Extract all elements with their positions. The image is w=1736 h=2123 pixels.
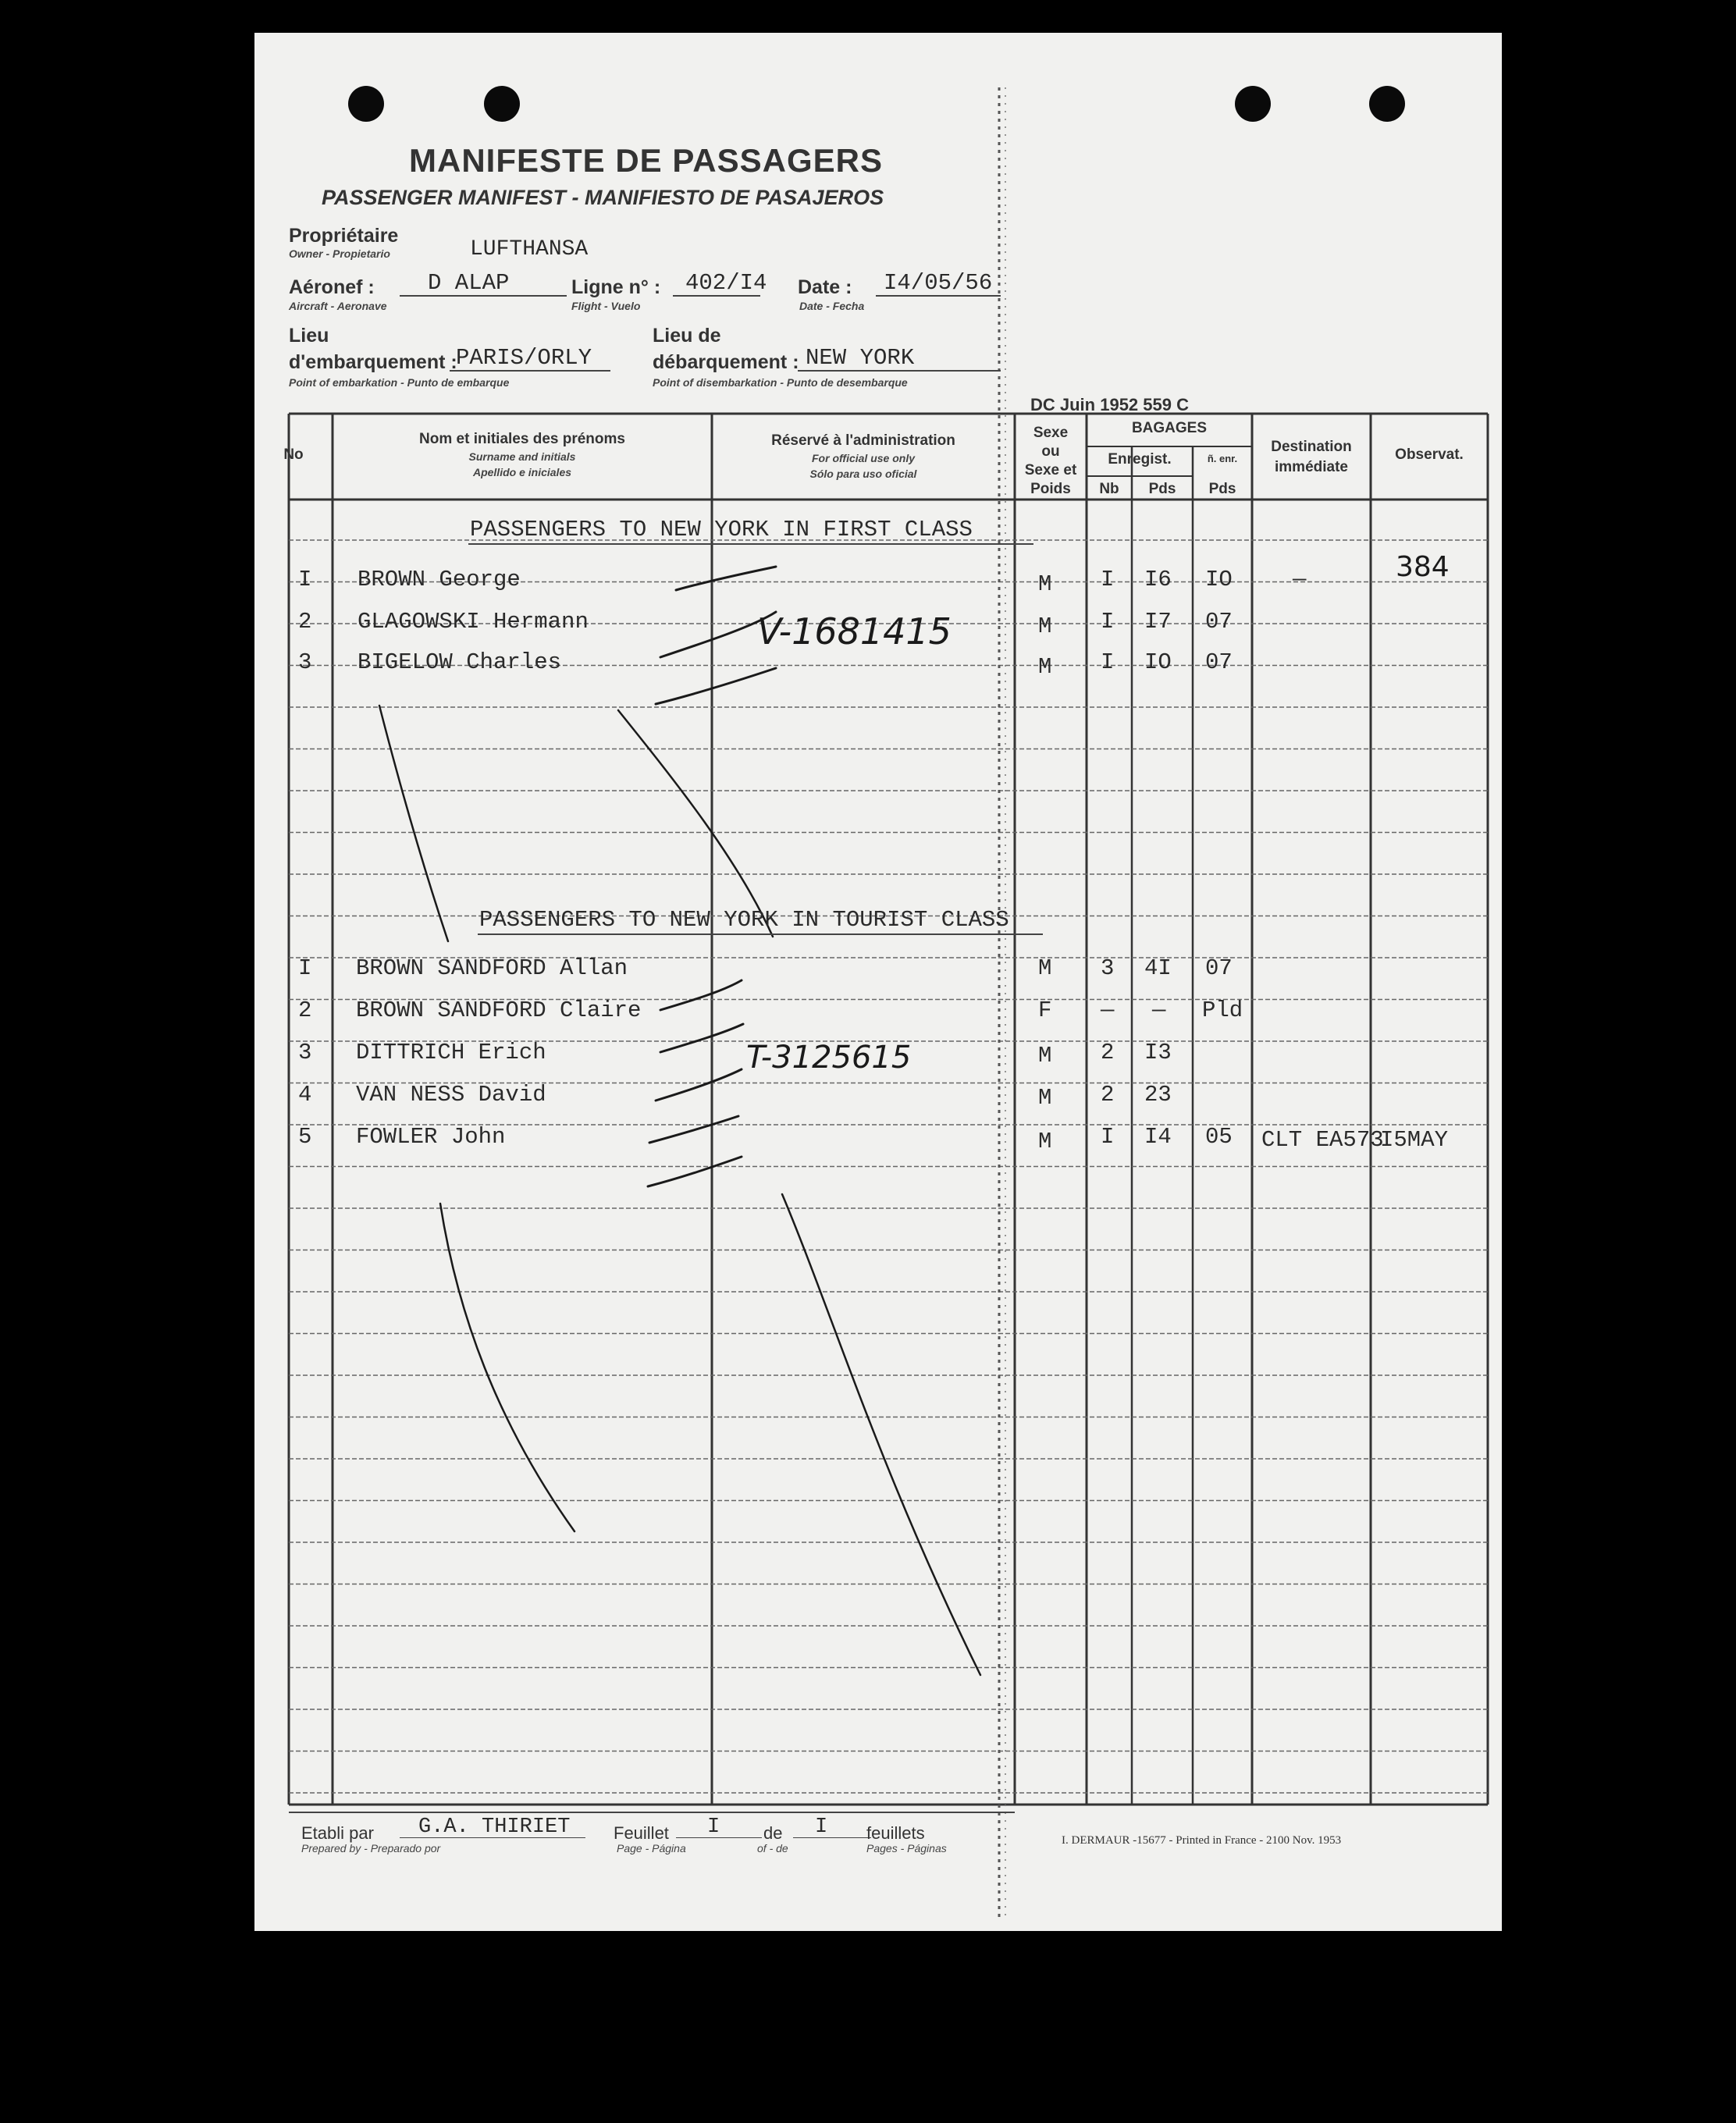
unregistered-weight: 07 — [1205, 609, 1233, 635]
pen-stroke — [649, 1116, 738, 1143]
baggage-count: — — [1101, 997, 1115, 1023]
first-class-heading: PASSENGERS TO NEW YORK IN FIRST CLASS — [470, 517, 973, 542]
row-number: 2 — [298, 609, 312, 635]
baggage-count: I — [1101, 649, 1115, 675]
disembark-sublabel: Point of disembarkation - Punto de desembarque — [653, 376, 908, 389]
date-sublabel: Date - Fecha — [799, 300, 865, 312]
baggage-weight: 4I — [1144, 955, 1172, 981]
pen-stroke — [656, 1069, 742, 1101]
unregistered-weight: Pld — [1202, 997, 1243, 1023]
col-admin-sub2: Sólo para uso oficial — [809, 468, 917, 480]
col-pds2: Pds — [1208, 481, 1236, 497]
of-value: I — [815, 1815, 828, 1839]
sex: M — [1038, 1085, 1052, 1111]
col-unregistered: ñ. enr. — [1207, 453, 1238, 464]
form-code: DC Juin 1952 559 C — [1030, 395, 1189, 414]
baggage-count: I — [1101, 1124, 1115, 1150]
baggage-count: 2 — [1101, 1040, 1115, 1065]
observation: 384 — [1396, 551, 1450, 583]
baggage-weight: I7 — [1144, 609, 1172, 635]
col-sex-3: Sexe et — [1024, 462, 1077, 478]
flight-label: Ligne n° : — [571, 276, 661, 298]
row-number: 4 — [298, 1082, 312, 1108]
tourist-class-heading: PASSENGERS TO NEW YORK IN TOURIST CLASS — [479, 907, 1009, 933]
col-nb: Nb — [1099, 481, 1119, 497]
passenger-name: DITTRICH Erich — [356, 1040, 546, 1065]
row-number: 3 — [298, 649, 312, 675]
col-sex-1: Sexe — [1033, 425, 1069, 441]
col-registered: Enregist. — [1108, 451, 1172, 468]
passenger-name: BROWN George — [358, 567, 521, 592]
baggage-weight: I3 — [1144, 1040, 1172, 1065]
sheet-sublabel: Page - Página — [617, 1842, 686, 1855]
destination: — — [1293, 567, 1307, 592]
baggage-count: 3 — [1101, 955, 1115, 981]
sheet-label: Feuillet — [614, 1823, 669, 1843]
embark-label-line1: Lieu — [289, 325, 329, 347]
col-admin-sub1: For official use only — [812, 452, 915, 464]
table-grid — [254, 33, 1502, 1931]
destination: CLT EA573 — [1261, 1127, 1384, 1153]
sex: M — [1038, 1129, 1052, 1154]
baggage-weight: 23 — [1144, 1082, 1172, 1108]
passenger-name: BROWN SANDFORD Allan — [356, 955, 628, 981]
embark-sublabel: Point of embarkation - Punto de embarque — [289, 376, 510, 389]
passenger-name: GLAGOWSKI Hermann — [358, 609, 589, 635]
row-number: 5 — [298, 1124, 312, 1150]
row-number: I — [298, 955, 312, 981]
baggage-count: I — [1101, 567, 1115, 592]
col-name: Nom et initiales des prénoms — [419, 431, 625, 447]
pen-stroke — [676, 567, 776, 590]
row-number: 3 — [298, 1040, 312, 1065]
printer-imprint: I. DERMAUR -15677 - Printed in France - 2100 Nov. 1953 — [1062, 1834, 1342, 1847]
col-name-sub2: Apellido e iniciales — [472, 466, 572, 478]
sex: M — [1038, 613, 1052, 639]
baggage-count: 2 — [1101, 1082, 1115, 1108]
row-number: I — [298, 567, 312, 592]
unregistered-weight: 05 — [1205, 1124, 1233, 1150]
col-observ: Observat. — [1395, 446, 1464, 463]
col-admin: Réservé à l'administration — [771, 432, 955, 449]
form-subtitle: PASSENGER MANIFEST - MANIFIESTO DE PASAJEROS — [322, 186, 884, 209]
flight-value: 402/I4 — [685, 270, 767, 296]
col-sex-4: Poids — [1030, 481, 1071, 497]
sex: F — [1038, 997, 1052, 1023]
admin-note-first-class: V-1681415 — [757, 610, 952, 653]
prepared-by-label: Etabli par — [301, 1823, 374, 1843]
baggage-count: I — [1101, 609, 1115, 635]
disembark-label-line2: débarquement : — [653, 351, 799, 373]
of-label: de — [763, 1823, 783, 1843]
pen-stroke — [379, 706, 448, 941]
owner-value: LUFTHANSA — [470, 237, 589, 261]
unregistered-weight: IO — [1205, 567, 1233, 592]
col-destination-2: immédiate — [1275, 459, 1348, 475]
passenger-name: BIGELOW Charles — [358, 649, 562, 675]
disembark-value: NEW YORK — [806, 345, 915, 371]
flight-sublabel: Flight - Vuelo — [571, 300, 641, 312]
passenger-name: FOWLER John — [356, 1124, 506, 1150]
prepared-by-sublabel: Prepared by - Preparado por — [301, 1842, 441, 1855]
admin-note-tourist-class: T-3125615 — [746, 1040, 912, 1076]
disembark-label-line1: Lieu de — [653, 325, 721, 347]
sex: M — [1038, 1043, 1052, 1069]
col-name-sub1: Surname and initials — [468, 450, 576, 463]
embark-value: PARIS/ORLY — [456, 345, 592, 371]
observation: I5MAY — [1380, 1127, 1449, 1153]
baggage-weight: I4 — [1144, 1124, 1172, 1150]
date-label: Date : — [798, 276, 852, 298]
form-title: MANIFESTE DE PASSAGERS — [409, 142, 883, 179]
aircraft-value: D ALAP — [428, 270, 510, 296]
aircraft-sublabel: Aircraft - Aeronave — [289, 300, 387, 312]
pages-sublabel: Pages - Páginas — [866, 1842, 947, 1855]
baggage-weight: I6 — [1144, 567, 1172, 592]
unregistered-weight: 07 — [1205, 649, 1233, 675]
baggage-weight: IO — [1144, 649, 1172, 675]
of-sublabel: of - de — [757, 1842, 788, 1855]
sex: M — [1038, 955, 1052, 981]
pen-stroke — [660, 1024, 743, 1052]
pages-label: feuillets — [866, 1823, 925, 1843]
passenger-name: BROWN SANDFORD Claire — [356, 997, 642, 1023]
unregistered-weight: 07 — [1205, 955, 1233, 981]
col-sex-2: ou — [1041, 443, 1060, 460]
col-destination-1: Destination — [1271, 439, 1352, 455]
embark-label-line2: d'embarquement : — [289, 351, 457, 373]
pen-stroke — [660, 980, 742, 1010]
owner-label: Propriétaire — [289, 225, 399, 247]
col-baggage: BAGAGES — [1131, 420, 1208, 436]
sheet-value: I — [707, 1815, 720, 1839]
passenger-name: VAN NESS David — [356, 1082, 546, 1108]
col-pds: Pds — [1148, 481, 1176, 497]
pen-stroke — [440, 1204, 575, 1531]
pen-stroke — [656, 668, 776, 704]
pen-stroke — [618, 710, 773, 937]
owner-sublabel: Owner - Propietario — [289, 247, 390, 260]
prepared-by-value: G.A. THIRIET — [418, 1815, 571, 1839]
date-value: I4/05/56 — [884, 270, 993, 296]
sex: M — [1038, 654, 1052, 680]
pen-stroke — [648, 1157, 742, 1186]
pen-stroke — [782, 1194, 980, 1675]
aircraft-label: Aéronef : — [289, 276, 375, 298]
col-no: No — [283, 446, 304, 463]
manifest-sheet — [254, 33, 1502, 1931]
row-number: 2 — [298, 997, 312, 1023]
baggage-weight: — — [1152, 997, 1166, 1023]
sex: M — [1038, 571, 1052, 597]
